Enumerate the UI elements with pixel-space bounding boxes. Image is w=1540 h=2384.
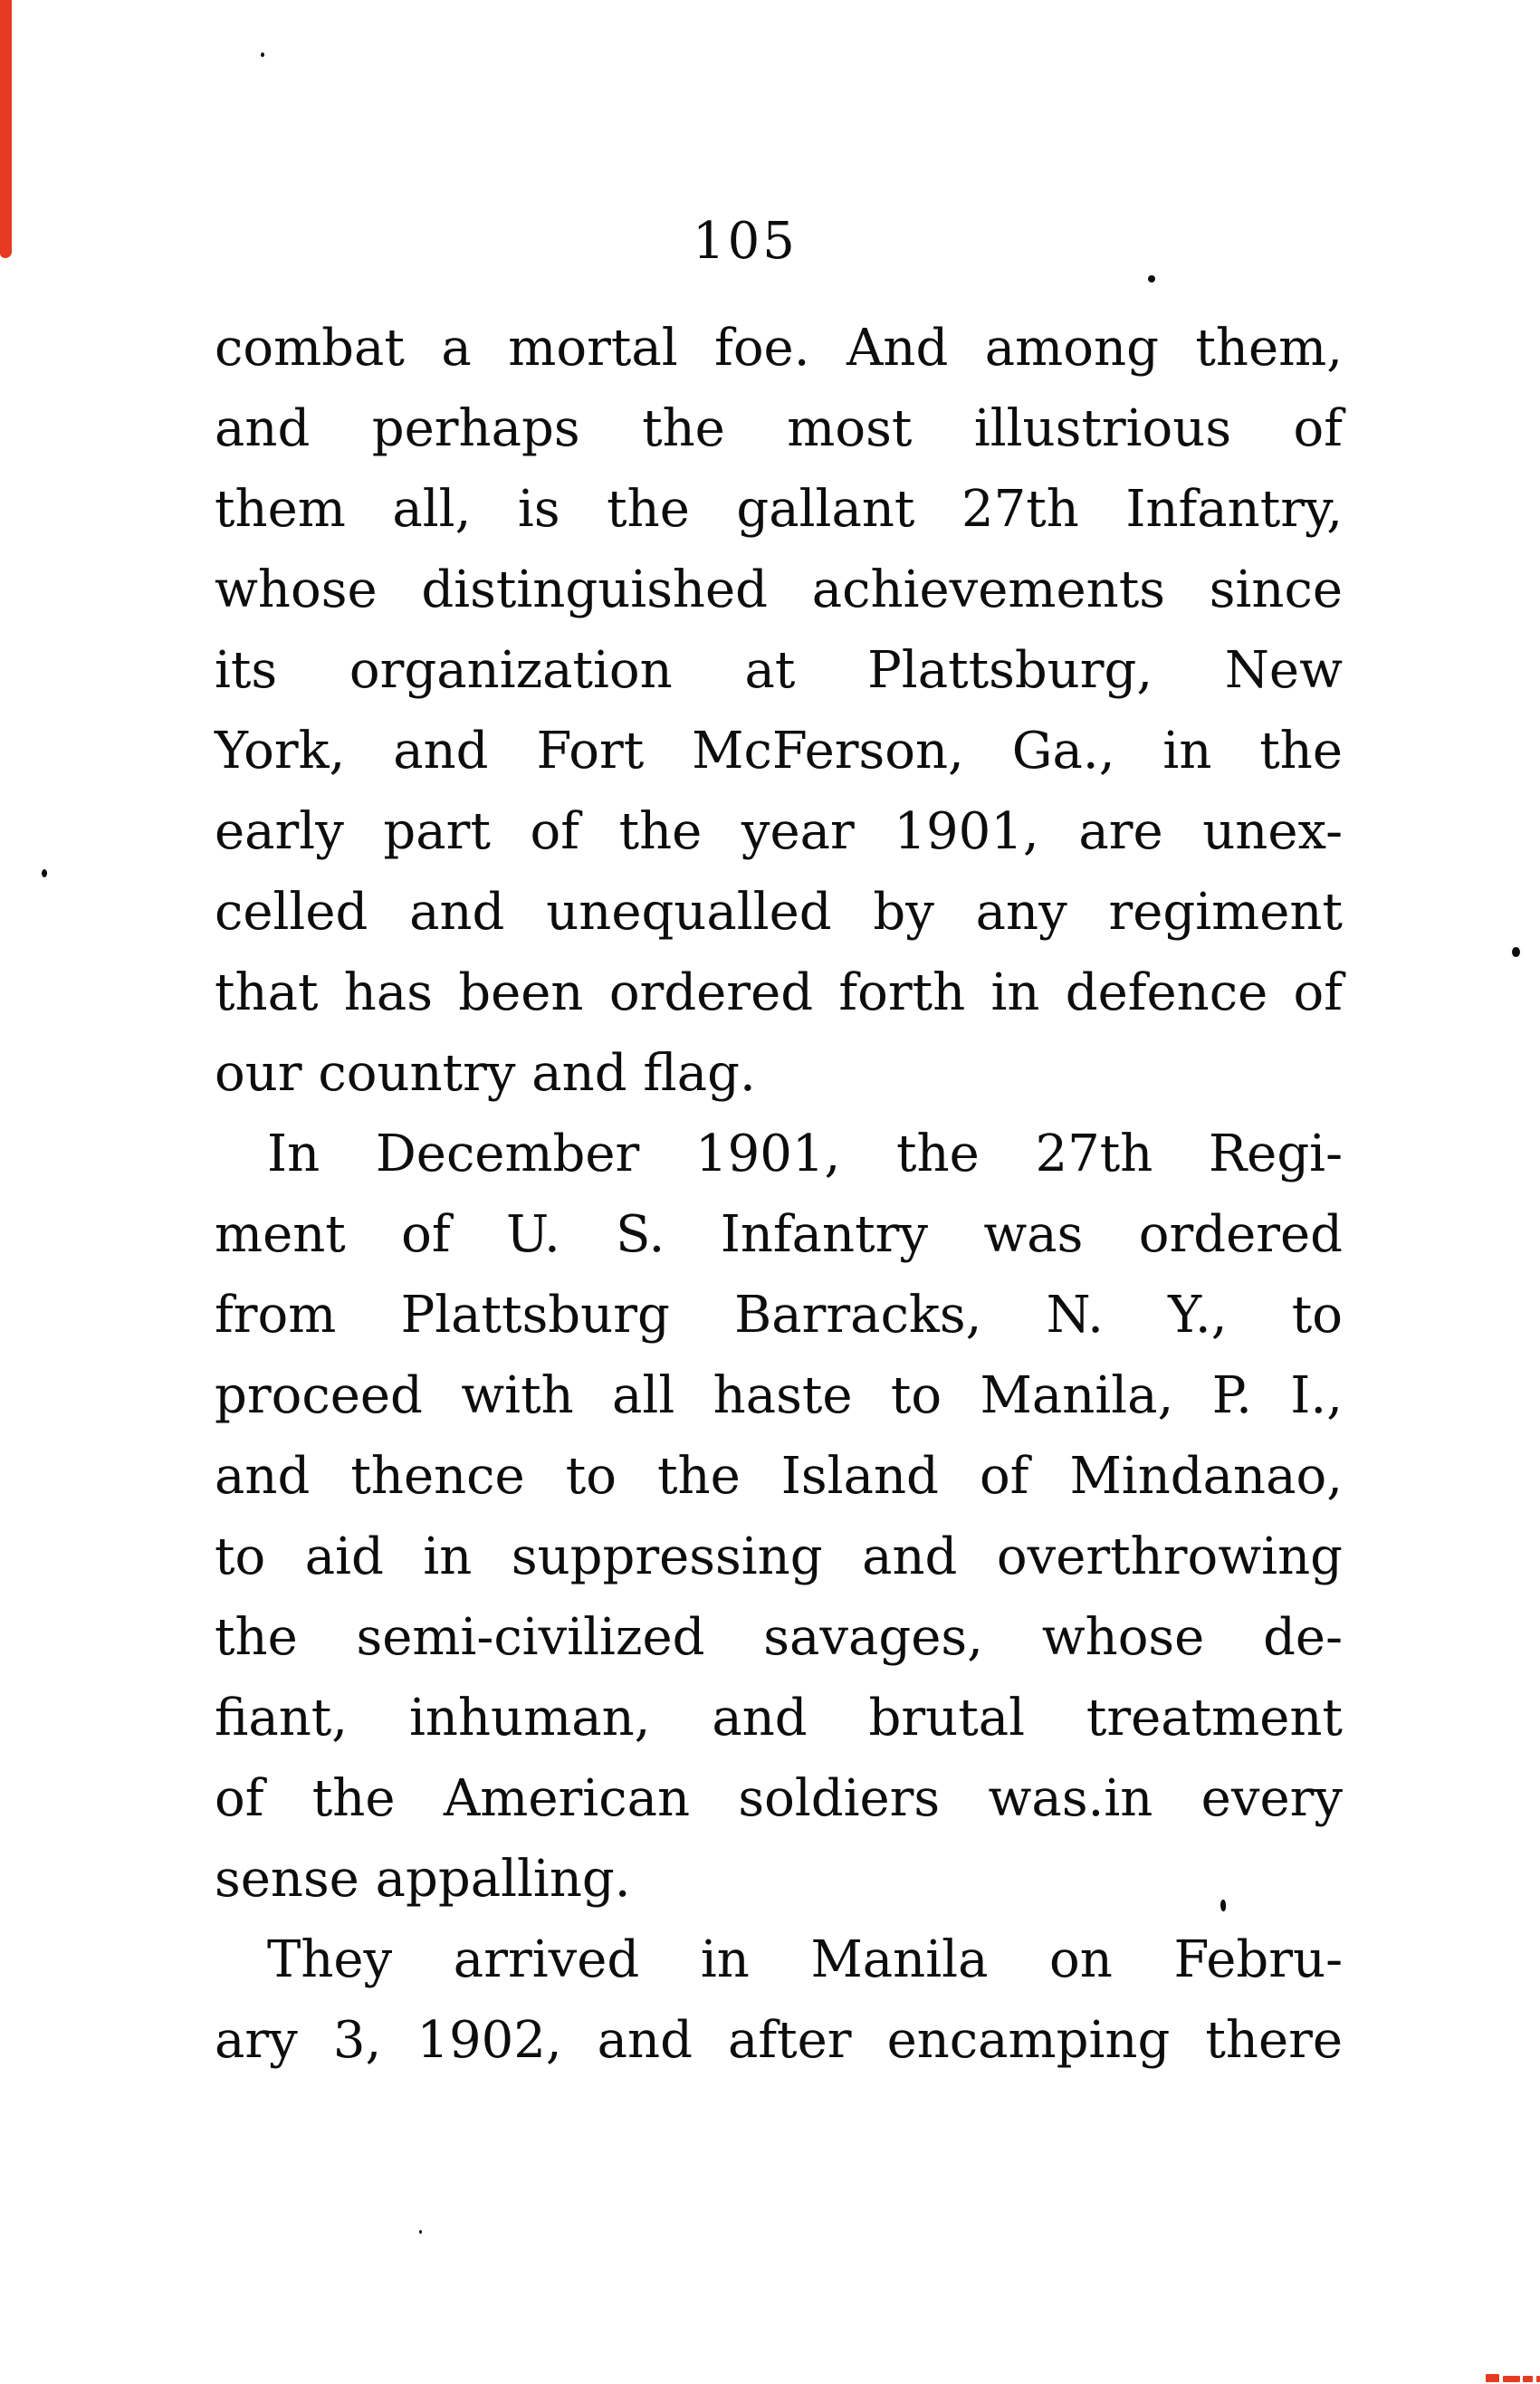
text-line: They arrived in Manila on Febru- — [267, 1930, 1343, 1989]
text-line: sense appalling. — [215, 1850, 631, 1909]
ink-speck — [261, 53, 264, 57]
text-line: the semi-civilized savages, whose de- — [215, 1608, 1343, 1667]
ink-speck — [1512, 947, 1520, 957]
text-line: and perhaps the most illustrious of — [215, 399, 1343, 458]
ink-speck — [42, 869, 47, 877]
text-line: to aid in suppressing and overthrowing — [215, 1527, 1343, 1586]
text-line: proceed with all haste to Manila, P. I., — [215, 1366, 1343, 1425]
text-line: combat a mortal foe. And among them, — [215, 319, 1343, 378]
ink-speck — [419, 2230, 422, 2234]
text-line: York, and Fort McFerson, Ga., in the — [215, 722, 1343, 780]
text-line: ment of U. S. Infantry was ordered — [215, 1205, 1343, 1264]
text-line: our country and flag. — [215, 1044, 756, 1103]
text-line: of the American soldiers was.in every — [215, 1769, 1343, 1828]
ink-speck — [1220, 1900, 1226, 1911]
text-line: In December 1901, the 27th Regi- — [267, 1125, 1343, 1183]
text-line: fiant, inhuman, and brutal treatment — [215, 1689, 1343, 1747]
text-line: that has been ordered forth in defence of — [215, 963, 1343, 1022]
scan-red-dash — [1536, 2376, 1540, 2382]
text-line: its organization at Plattsburg, New — [215, 641, 1343, 700]
scan-red-dash — [1503, 2376, 1520, 2382]
text-line: and thence to the Island of Mindanao, — [215, 1447, 1343, 1506]
scan-red-dash — [1486, 2374, 1499, 2382]
text-line: ary 3, 1902, and after encamping there — [215, 2011, 1343, 2070]
page-number: 105 — [693, 212, 798, 271]
body-text — [215, 308, 1343, 2081]
ink-speck — [1148, 275, 1155, 282]
scan-red-dash — [1523, 2376, 1533, 2382]
text-line: from Plattsburg Barracks, N. Y., to — [215, 1286, 1343, 1345]
text-line: them all, is the gallant 27th Infantry, — [215, 480, 1343, 539]
text-line: whose distinguished achievements since — [215, 560, 1343, 619]
text-line: celled and unequalled by any regiment — [215, 883, 1343, 942]
text-line: early part of the year 1901, are unex- — [215, 802, 1343, 861]
